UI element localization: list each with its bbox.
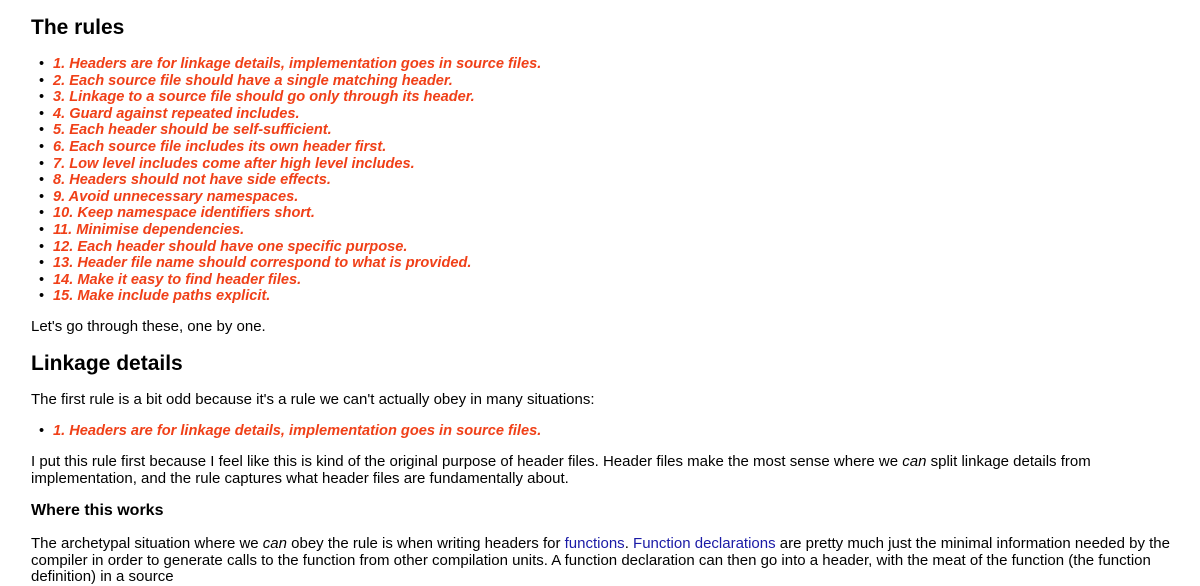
bullet-icon: • [39,155,45,172]
bullet-icon: • [39,221,45,238]
archetypal-emphasis: can [262,535,287,552]
rule-text: 3. Linkage to a source file should go only through its header. [53,89,475,106]
rule-item [39,205,541,222]
rule-item [39,122,541,139]
rule-text: 15. Make include paths explicit. [53,288,271,305]
heading-where-this-works: Where this works [31,502,164,519]
bullet-icon: • [39,205,45,222]
bullet-icon: • [39,138,45,155]
bullet-icon: • [39,271,45,288]
linkage-rule-text: 1. Headers are for linkage details, implementation goes in source files. [53,423,542,439]
rule-text: 4. Guard against repeated includes. [53,105,300,122]
purpose-paragraph [31,454,1191,487]
linkage-rule-list [39,423,542,440]
bullet-icon: • [39,423,45,439]
functions-link[interactable]: functions [564,535,625,552]
purpose-text-1: I put this rule first because I feel like this is kind of the original purpose of header files. Header files make the most sense where we [31,453,903,470]
bullet-icon: • [39,172,45,189]
rule-text: 1. Headers are for linkage details, implementation goes in source files. [53,56,542,72]
archetypal-text-4: are pretty much just the minimal information needed by the compiler in order to generate calls to the function from other compilation units. A function declaration can then go into a header, with the meat of the function (the function definition) in a source [31,535,1170,586]
rule-text: 2. Each source file should have a single matching header. [53,72,453,89]
rule-text: 6. Each source file includes its own header first. [53,138,387,155]
rule-item [39,72,541,90]
rule-text: 13. Header file name should correspond to what is provided. [53,255,472,272]
bullet-icon: • [39,56,45,72]
rule-text: 9. Avoid unnecessary namespaces. [53,188,299,205]
rule-item [39,188,541,206]
bullet-icon: • [39,89,45,106]
function-declarations-link[interactable]: Function declarations [633,535,776,552]
archetypal-text-1: The archetypal situation where we [31,535,263,552]
bullet-icon: • [39,188,45,205]
bullet-icon: • [39,238,45,255]
rule-item [39,238,541,256]
archetypal-text-2: obey the rule is when writing headers for [286,535,565,552]
linkage-paragraph: The first rule is a bit odd because it's a rule we can't actually obey in many situations: [31,391,595,408]
rule-text: 12. Each header should have one specific purpose. [53,238,408,255]
rule-item [39,89,541,106]
rule-item [39,221,541,239]
bullet-icon: • [39,122,45,139]
rule-text: 5. Each header should be self-sufficient. [53,122,332,139]
rule-item [39,271,541,289]
rule-text: 10. Keep namespace identifiers short. [53,205,315,222]
rule-item [39,288,541,305]
bullet-icon: • [39,72,45,89]
rule-text: 11. Minimise dependencies. [53,221,245,238]
heading-linkage-details: Linkage details [31,352,183,375]
rule-item [39,105,541,123]
rule-text: 7. Low level includes come after high level includes. [53,155,415,172]
rule-item [39,138,541,156]
bullet-icon: • [39,255,45,272]
rule-item [39,56,542,73]
archetypal-text-3: . [624,535,634,552]
rule-item [39,255,541,272]
linkage-rule-item [39,423,542,440]
archetypal-paragraph [31,536,1191,586]
purpose-emphasis: can [902,453,927,470]
rules-list [39,56,542,305]
rule-text: 8. Headers should not have side effects. [53,172,331,189]
bullet-icon: • [39,105,45,122]
heading-the-rules: The rules [31,16,125,39]
rule-item [39,155,541,173]
bullet-icon: • [39,288,45,305]
intro-paragraph: Let's go through these, one by one. [31,318,266,335]
rule-item [39,172,541,189]
purpose-text-2: split linkage details from implementation, and the rule captures what header files are fundamentally about. [31,453,1091,487]
rule-text: 14. Make it easy to find header files. [53,271,302,288]
